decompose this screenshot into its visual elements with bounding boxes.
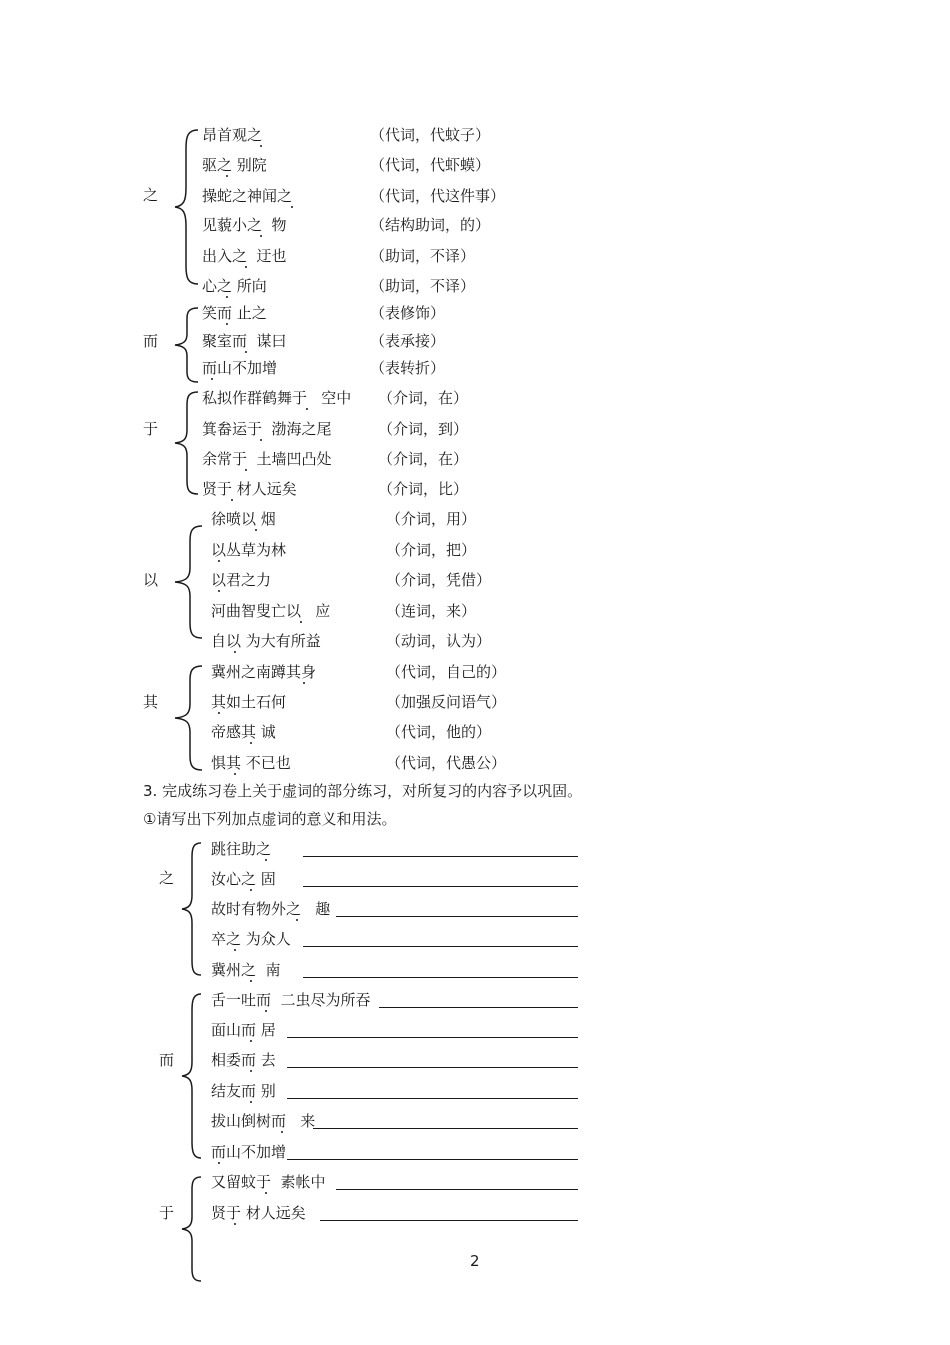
- review-phrase: 其如土石何: [211, 693, 287, 711]
- emphasis-dot: [303, 682, 305, 684]
- curly-brace-icon: [180, 1175, 204, 1283]
- exercise-phrase: 相委而 去: [211, 1051, 276, 1069]
- emphasis-dot: [245, 469, 247, 471]
- emphasis-dot: [234, 1223, 236, 1225]
- review-phrase: 冀州之南蹲其身: [211, 663, 317, 681]
- group-key: 于: [143, 420, 159, 438]
- emphasis-dot: [265, 1010, 267, 1012]
- exercise-phrase: 汝心之 固: [211, 870, 276, 888]
- emphasis-dot: [234, 651, 236, 653]
- review-note: （加强反问语气）: [386, 693, 507, 711]
- exercise-phrase: 面山而 居: [211, 1021, 276, 1039]
- emphasis-dot: [231, 499, 233, 501]
- review-phrase: 昂首观之: [202, 126, 263, 144]
- exercise-instruction: 3. 完成练习卷上关于虚词的部分练习，对所复习的内容予以巩固。: [143, 782, 583, 800]
- emphasis-dot: [281, 1131, 283, 1133]
- review-phrase: 心之 所向: [202, 277, 267, 295]
- answer-blank[interactable]: [303, 886, 578, 887]
- answer-blank[interactable]: [313, 1128, 578, 1129]
- curly-brace-icon: [180, 841, 204, 977]
- review-phrase: 驱之 别院: [202, 156, 267, 174]
- curly-brace-icon: [172, 664, 206, 772]
- emphasis-dot: [218, 560, 220, 562]
- answer-blank[interactable]: [287, 1098, 578, 1099]
- curly-brace-icon: [180, 992, 204, 1160]
- emphasis-dot: [260, 235, 262, 237]
- page-number: 2: [470, 1252, 480, 1270]
- review-note: （代词，代这件事）: [370, 187, 506, 205]
- review-phrase: 惧其 不已也: [211, 754, 291, 772]
- exercise-phrase: 而山不加增: [211, 1143, 287, 1161]
- review-phrase: 余常于 土墙凹凸处: [202, 450, 332, 468]
- emphasis-dot: [218, 712, 220, 714]
- review-phrase: 出入之 迂也: [202, 247, 287, 265]
- review-note: （表修饰）: [370, 304, 446, 322]
- curly-brace-icon: [172, 306, 202, 384]
- group-key: 以: [143, 571, 159, 589]
- answer-blank[interactable]: [303, 977, 578, 978]
- answer-blank[interactable]: [336, 1189, 578, 1190]
- review-note: （表转折）: [370, 359, 446, 377]
- review-phrase: 自以 为大有所益: [211, 632, 321, 650]
- review-note: （介词，比）: [378, 480, 469, 498]
- answer-blank[interactable]: [287, 1067, 578, 1068]
- emphasis-dot: [234, 773, 236, 775]
- review-note: （介词，用）: [386, 510, 477, 528]
- emphasis-dot: [226, 296, 228, 298]
- review-note: （动词，认为）: [386, 632, 492, 650]
- exercise-phrase: 跳往助之: [211, 840, 272, 858]
- review-phrase: 见藐小之 物: [202, 216, 287, 234]
- group-key: 其: [143, 693, 159, 711]
- review-phrase: 聚室而 谋曰: [202, 332, 287, 350]
- review-phrase: 而山不加增: [202, 359, 278, 377]
- review-phrase: 箕畚运于 渤海之尾: [202, 420, 332, 438]
- emphasis-dot: [300, 621, 302, 623]
- emphasis-dot: [226, 323, 228, 325]
- review-phrase: 徐喷以 烟: [211, 510, 276, 528]
- exercise-phrase: 贤于 材人远矣: [211, 1204, 306, 1222]
- curly-brace-icon: [172, 390, 202, 496]
- review-note: （表承接）: [370, 332, 446, 350]
- exercise-phrase: 结友而 别: [211, 1082, 276, 1100]
- emphasis-dot: [218, 1162, 220, 1164]
- emphasis-dot: [250, 980, 252, 982]
- review-phrase: 贤于 材人远矣: [202, 480, 297, 498]
- review-phrase: 私拟作群鹤舞于 空中: [202, 389, 352, 407]
- emphasis-dot: [260, 145, 262, 147]
- review-phrase: 以君之力: [211, 571, 272, 589]
- review-note: （代词，代愚公）: [386, 754, 507, 772]
- emphasis-dot: [245, 266, 247, 268]
- emphasis-dot: [250, 889, 252, 891]
- emphasis-dot: [250, 1040, 252, 1042]
- review-note: （介词，到）: [378, 420, 469, 438]
- review-phrase: 笑而 止之: [202, 304, 267, 322]
- group-key: 而: [143, 332, 159, 350]
- review-phrase: 河曲智叟亡以 应: [211, 602, 331, 620]
- emphasis-dot: [211, 378, 213, 380]
- review-note: （代词，代虾蟆）: [370, 156, 491, 174]
- answer-blank[interactable]: [336, 916, 578, 917]
- review-note: （助词，不译）: [370, 247, 476, 265]
- review-note: （介词，在）: [378, 450, 469, 468]
- group-key: 于: [159, 1204, 175, 1222]
- review-note: （代词，自己的）: [386, 663, 507, 681]
- review-phrase: 帝感其 诚: [211, 723, 276, 741]
- review-note: （结构助词，的）: [370, 216, 491, 234]
- answer-blank[interactable]: [379, 1007, 578, 1008]
- review-phrase: 操蛇之神闻之: [202, 187, 293, 205]
- curly-brace-icon: [172, 128, 202, 286]
- answer-blank[interactable]: [303, 946, 578, 947]
- exercise-phrase: 又留蚊于 素帐中: [211, 1173, 326, 1191]
- emphasis-dot: [218, 590, 220, 592]
- exercise-phrase: 故时有物外之 趣: [211, 900, 331, 918]
- exercise-sub-instruction: ①请写出下列加点虚词的意义和用法。: [143, 810, 397, 828]
- answer-blank[interactable]: [287, 1159, 578, 1160]
- review-phrase: 以丛草为林: [211, 541, 287, 559]
- answer-blank[interactable]: [320, 1220, 578, 1221]
- answer-blank[interactable]: [287, 1037, 578, 1038]
- curly-brace-icon: [172, 524, 206, 640]
- group-key: 之: [143, 186, 159, 204]
- review-note: （介词，把）: [386, 541, 477, 559]
- emphasis-dot: [291, 206, 293, 208]
- emphasis-dot: [250, 742, 252, 744]
- answer-blank[interactable]: [303, 856, 578, 857]
- review-note: （代词，代蚊子）: [370, 126, 491, 144]
- exercise-phrase: 卒之 为众人: [211, 930, 291, 948]
- emphasis-dot: [265, 859, 267, 861]
- emphasis-dot: [245, 351, 247, 353]
- emphasis-dot: [265, 1192, 267, 1194]
- emphasis-dot: [234, 949, 236, 951]
- exercise-phrase: 冀州之 南: [211, 961, 281, 979]
- exercise-phrase: 舌一吐而 二虫尽为所吞: [211, 991, 371, 1009]
- review-note: （连词，来）: [386, 602, 477, 620]
- group-key: 之: [159, 869, 175, 887]
- emphasis-dot: [306, 408, 308, 410]
- review-note: （代词，他的）: [386, 723, 492, 741]
- review-note: （助词，不译）: [370, 277, 476, 295]
- emphasis-dot: [296, 919, 298, 921]
- exercise-phrase: 拔山倒树而 来: [211, 1112, 316, 1130]
- emphasis-dot: [250, 1101, 252, 1103]
- emphasis-dot: [250, 1070, 252, 1072]
- group-key: 而: [159, 1051, 175, 1069]
- emphasis-dot: [255, 529, 257, 531]
- emphasis-dot: [260, 439, 262, 441]
- review-note: （介词，在）: [378, 389, 469, 407]
- emphasis-dot: [226, 175, 228, 177]
- review-note: （介词，凭借）: [386, 571, 492, 589]
